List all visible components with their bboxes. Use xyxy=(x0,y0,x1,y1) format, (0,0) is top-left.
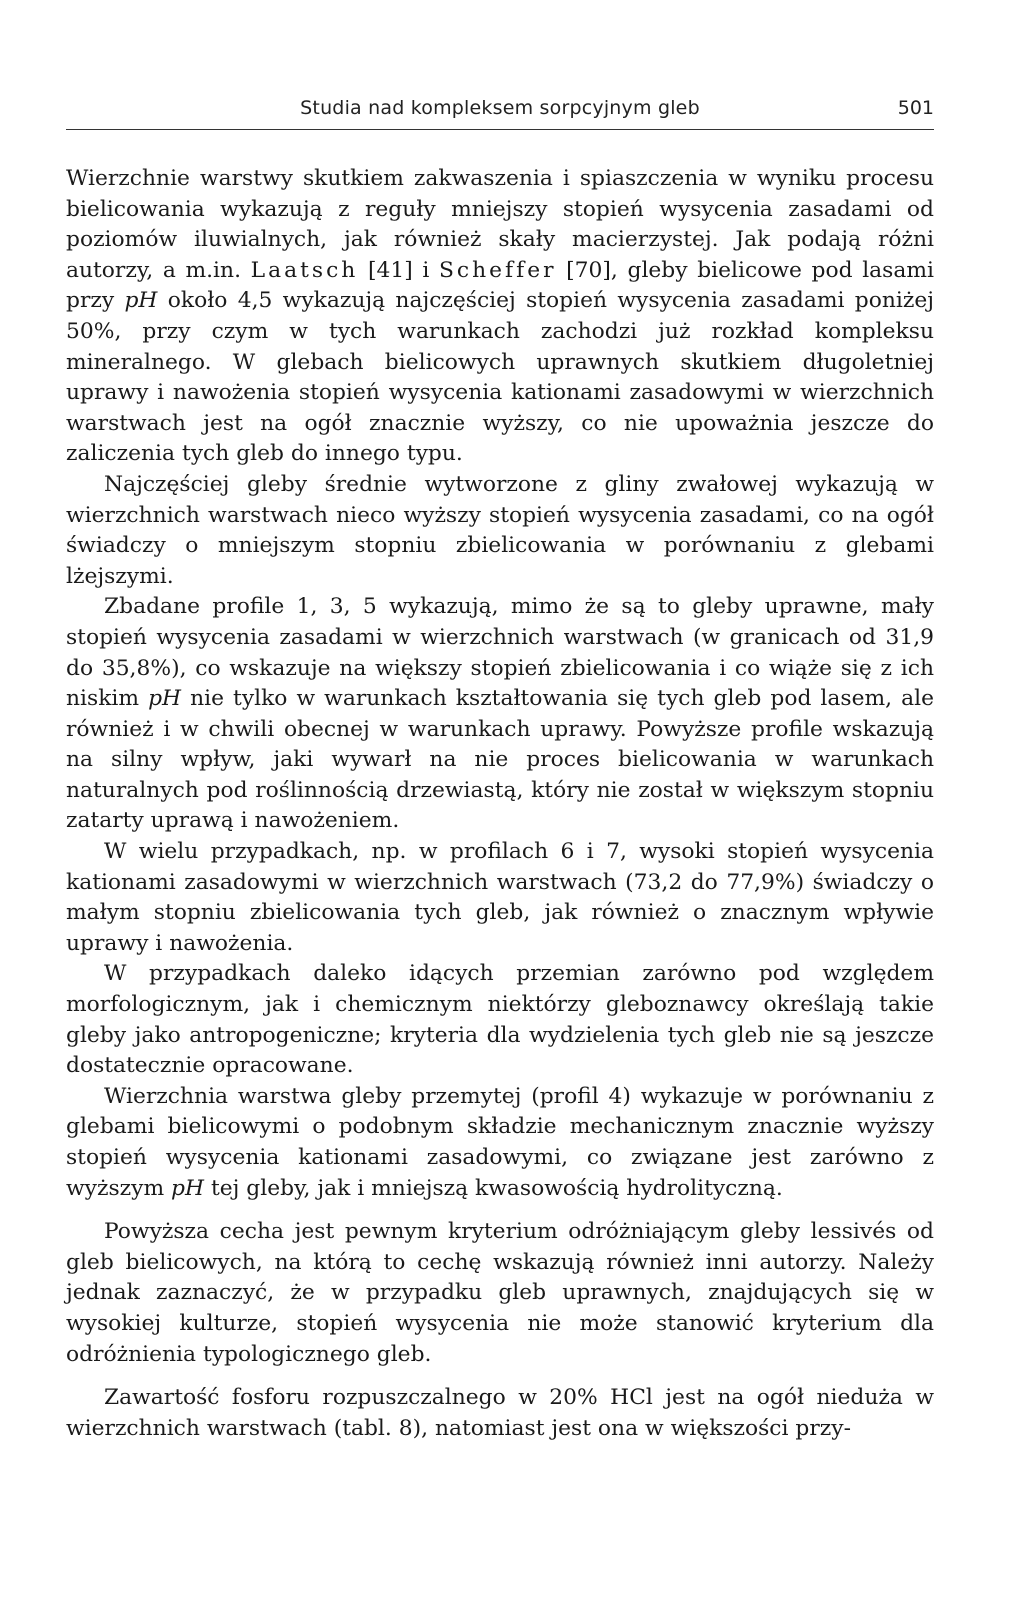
paragraph-3-text-a: Zbadane profile 1, 3, 5 wykazują, mimo że są to gleby uprawne, mały stopień wysycenia zasadami w wierzchnich warstwach (w granicach od 31,9 do 35,8%), co wskazuje na większy stopień zbielicowania i co wiąże się z ich niskim xyxy=(66,594,934,712)
paragraph-2: Najczęściej gleby średnie wytworzone z gliny zwałowej wykazują w wierzchnich warstwach nieco wyższy stopień wysycenia zasadami, co na ogół świadczy o mniejszym stopniu zbielicowania w porównaniu z glebami lżejszymi. xyxy=(66,471,934,589)
body-text xyxy=(66,164,934,1444)
author-citation-scheffer: Scheffer xyxy=(438,257,557,283)
ph-term: pH xyxy=(148,686,182,712)
paragraph-6-text-b: tej gleby, jak i mniejszą kwasowością hydrolityczną. xyxy=(204,1175,783,1201)
running-header xyxy=(66,97,934,125)
running-title: Studia nad kompleksem sorpcyjnym gleb xyxy=(300,97,700,119)
paragraph-3-text-b: nie tylko w warunkach kształtowania się tych gleb pod lasem, ale również i w chwili obecnej w warunkach uprawy. Powyższe profile wskazują na silny wpływ, jaki wywarł na nie proces bielicowania w warunkach naturalnych pod roślinnością drzewiastą, który nie został w większym stopniu zatarty uprawą i nawożeniem. xyxy=(66,686,934,834)
ph-term: pH xyxy=(171,1175,205,1201)
paragraph-1-text-c: [70], gleby bielicowe pod lasami przy xyxy=(66,257,934,314)
paragraph-3 xyxy=(66,592,934,837)
paragraph-1-text-b: [41] i xyxy=(358,257,439,283)
ph-term: pH xyxy=(124,288,158,314)
header-rule xyxy=(66,129,934,130)
paragraph-1-text-a: Wierzchnie warstwy skutkiem zakwaszenia i spiaszczenia w wyniku procesu bielicowania wykazują z reguły mniejszy stopień wysycenia zasadami od poziomów iluwialnych, jak również skały macierzystej. Jak podają różni autorzy, a m.in. xyxy=(66,166,934,283)
paragraph-6-text-a: Wierzchnia warstwa gleby przemytej (profil 4) wykazuje w porównaniu z glebami bielicowymi o podobnym składzie mechanicznym znacznie wyższy stopień wysycenia kationami zasadowymi, co związane jest zarówno z wyższym xyxy=(66,1083,934,1201)
paragraph-4: W wielu przypadkach, np. w profilach 6 i 7, wysoki stopień wysycenia kationami zasadowymi w wierzchnich warstwach (73,2 do 77,9%) świadczy o małym stopniu zbielicowania tych gleb, jak również o znacznym wpływie uprawy i nawożenia. xyxy=(66,839,934,956)
page-number: 501 xyxy=(897,97,934,119)
paragraph-5: W przypadkach daleko idących przemian zarówno pod względem morfologicznym, jak i chemicznym niektórzy gleboznawcy określają takie gleby jako antropogeniczne; kryteria dla wydzielenia tych gleb nie są jeszcze dostatecznie opracowane. xyxy=(66,961,934,1079)
paragraph-6 xyxy=(66,1082,934,1204)
author-citation-laatsch: Laatsch xyxy=(250,257,359,283)
paragraph-8: Zawartość fosforu rozpuszczalnego w 20% HCl jest na ogół nieduża w wierzchnich warstwach (tabl. 8), natomiast jest ona w większości przy- xyxy=(66,1385,934,1441)
paragraph-7: Powyższa cecha jest pewnym kryterium odróżniającym gleby lessivés od gleb bielicowych, na którą to cechę wskazują również inni autorzy. Należy jednak zaznaczyć, że w przypadku gleb uprawnych, znajdujących się w wysokiej kulturze, stopień wysycenia nie może stanowić kryterium dla odróżnienia typologicznego gleb. xyxy=(66,1219,934,1367)
paragraph-1-text-d: około 4,5 wykazują najczęściej stopień wysycenia zasadami poniżej 50%, przy czym w tych warunkach zachodzi już rozkład kompleksu mineralnego. W glebach bielicowych uprawnych skutkiem długoletniej uprawy i nawożenia stopień wysycenia kationami zasadowymi w wierzchnich warstwach jest na ogół znacznie wyższy, co nie upoważnia jeszcze do zaliczenia tych gleb do innego typu. xyxy=(66,288,935,467)
paragraph-1 xyxy=(66,164,934,470)
page xyxy=(66,97,934,1444)
